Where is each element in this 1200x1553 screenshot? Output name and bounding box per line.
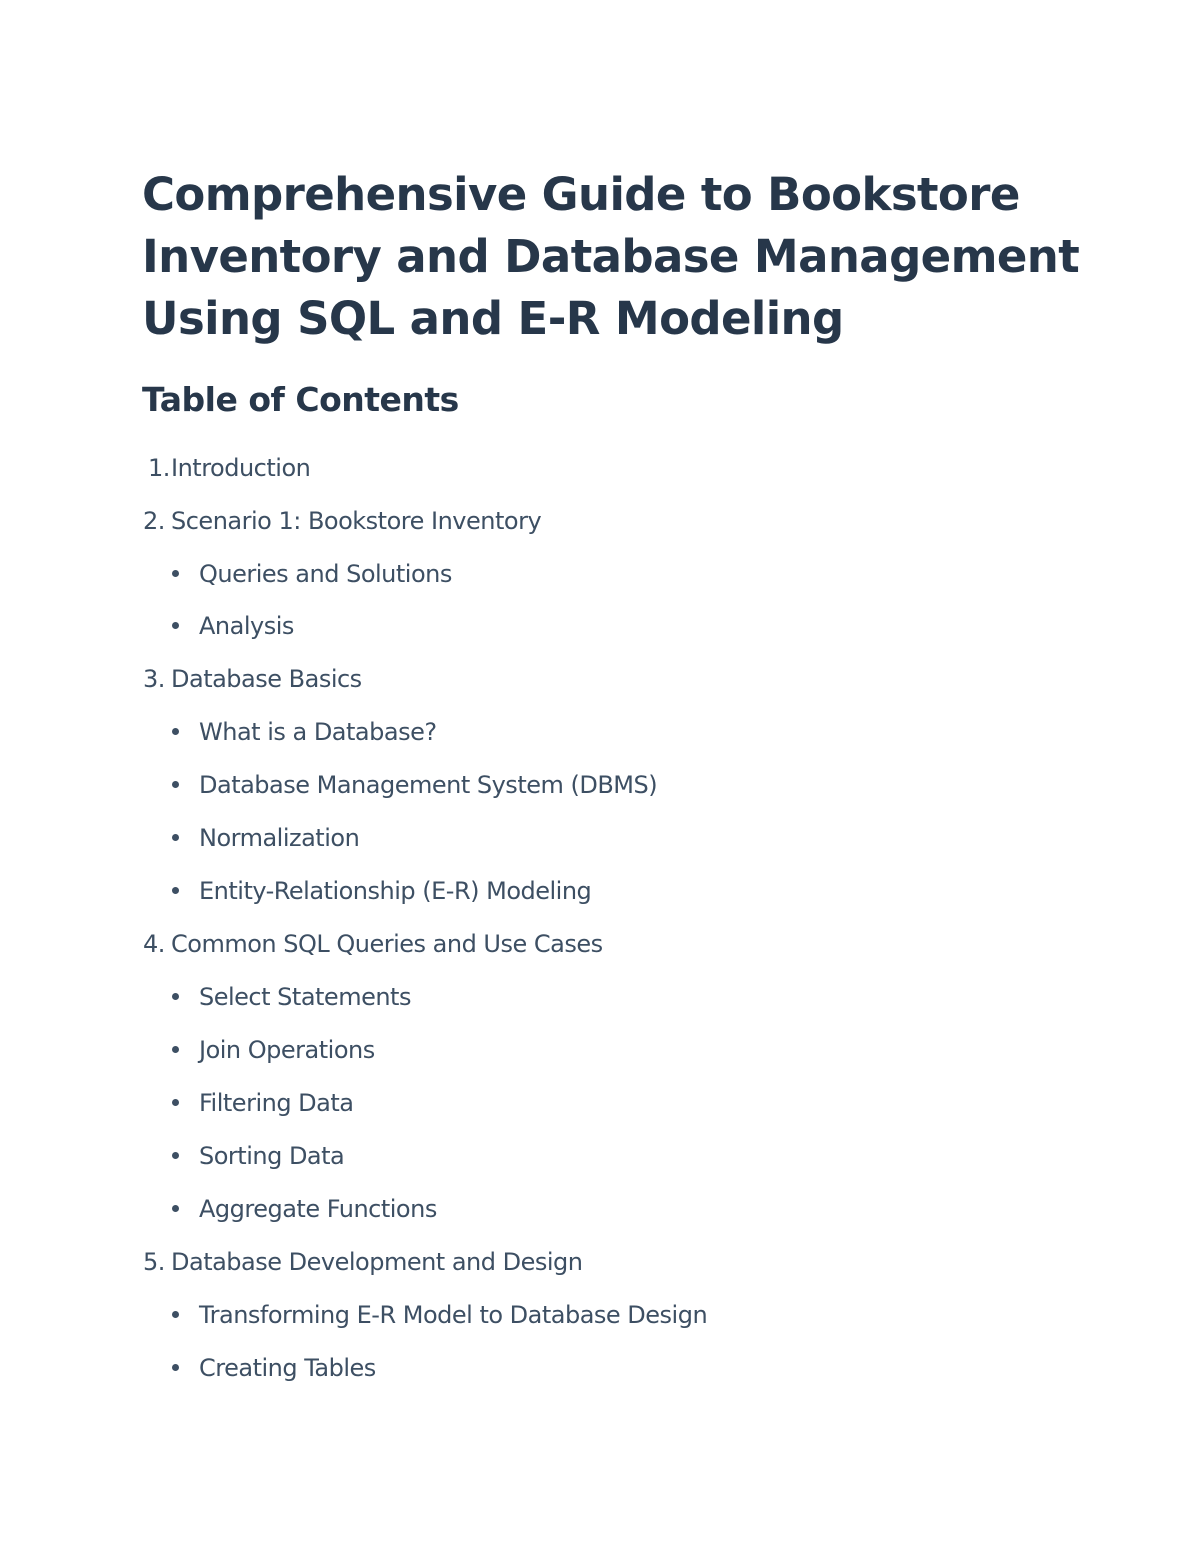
toc-section-database-basics[interactable] bbox=[143, 662, 362, 696]
toc-number: 3. bbox=[143, 665, 165, 693]
toc-label: Database Management System (DBMS) bbox=[199, 771, 658, 799]
toc-label: Common SQL Queries and Use Cases bbox=[171, 930, 603, 958]
bullet-icon bbox=[172, 1364, 179, 1371]
toc-item-join-operations[interactable] bbox=[172, 1033, 375, 1067]
toc-item-aggregate-functions[interactable] bbox=[172, 1192, 437, 1226]
toc-item-creating-tables[interactable] bbox=[172, 1351, 376, 1385]
toc-item-sorting-data[interactable] bbox=[172, 1139, 344, 1173]
toc-number: 1. bbox=[148, 454, 170, 482]
toc-label: Join Operations bbox=[199, 1036, 375, 1064]
toc-label: Aggregate Functions bbox=[199, 1195, 437, 1223]
bullet-icon bbox=[172, 1152, 179, 1159]
toc-label: Filtering Data bbox=[199, 1089, 354, 1117]
bullet-icon bbox=[172, 622, 179, 629]
bullet-icon bbox=[172, 728, 179, 735]
toc-label: Introduction bbox=[171, 454, 311, 482]
toc-section-introduction[interactable] bbox=[143, 451, 310, 485]
toc-section-development-design[interactable] bbox=[143, 1245, 582, 1279]
toc-item-dbms[interactable] bbox=[172, 768, 657, 802]
bullet-icon bbox=[172, 1046, 179, 1053]
bullet-icon bbox=[172, 834, 179, 841]
toc-label: Queries and Solutions bbox=[199, 560, 452, 588]
toc-item-queries-solutions[interactable] bbox=[172, 557, 452, 591]
title-line: Inventory and Database Management bbox=[142, 230, 1080, 283]
toc-item-analysis[interactable] bbox=[172, 609, 294, 643]
bullet-icon bbox=[172, 993, 179, 1000]
toc-item-select-statements[interactable] bbox=[172, 980, 411, 1014]
toc-item-normalization[interactable] bbox=[172, 821, 359, 855]
toc-label: Normalization bbox=[199, 824, 360, 852]
toc-section-scenario[interactable] bbox=[143, 504, 541, 538]
bullet-icon bbox=[172, 570, 179, 577]
toc-label: Analysis bbox=[199, 612, 294, 640]
toc-label: Database Basics bbox=[171, 665, 362, 693]
document-title bbox=[142, 164, 1102, 350]
bullet-icon bbox=[172, 1205, 179, 1212]
toc-label: Creating Tables bbox=[199, 1354, 376, 1382]
toc-item-er-modeling[interactable] bbox=[172, 874, 591, 908]
bullet-icon bbox=[172, 1099, 179, 1106]
bullet-icon bbox=[172, 887, 179, 894]
toc-item-filtering-data[interactable] bbox=[172, 1086, 353, 1120]
toc-label: Scenario 1: Bookstore Inventory bbox=[171, 507, 542, 535]
bullet-icon bbox=[172, 1311, 179, 1318]
title-line: Comprehensive Guide to Bookstore bbox=[142, 168, 1020, 221]
toc-label: Select Statements bbox=[199, 983, 411, 1011]
toc-label: Entity-Relationship (E-R) Modeling bbox=[199, 877, 592, 905]
toc-label: Sorting Data bbox=[199, 1142, 345, 1170]
toc-label: Transforming E-R Model to Database Design bbox=[199, 1301, 708, 1329]
title-line: Using SQL and E-R Modeling bbox=[142, 292, 844, 345]
toc-item-transforming-er-model[interactable] bbox=[172, 1298, 707, 1332]
toc-number: 2. bbox=[143, 507, 165, 535]
bullet-icon bbox=[172, 781, 179, 788]
toc-heading: Table of Contents bbox=[142, 380, 459, 419]
toc-label: Database Development and Design bbox=[171, 1248, 583, 1276]
toc-number: 5. bbox=[143, 1248, 165, 1276]
toc-label: What is a Database? bbox=[199, 718, 437, 746]
toc-section-sql-queries[interactable] bbox=[143, 927, 603, 961]
toc-item-what-is-database[interactable] bbox=[172, 715, 437, 749]
toc-number: 4. bbox=[143, 930, 165, 958]
